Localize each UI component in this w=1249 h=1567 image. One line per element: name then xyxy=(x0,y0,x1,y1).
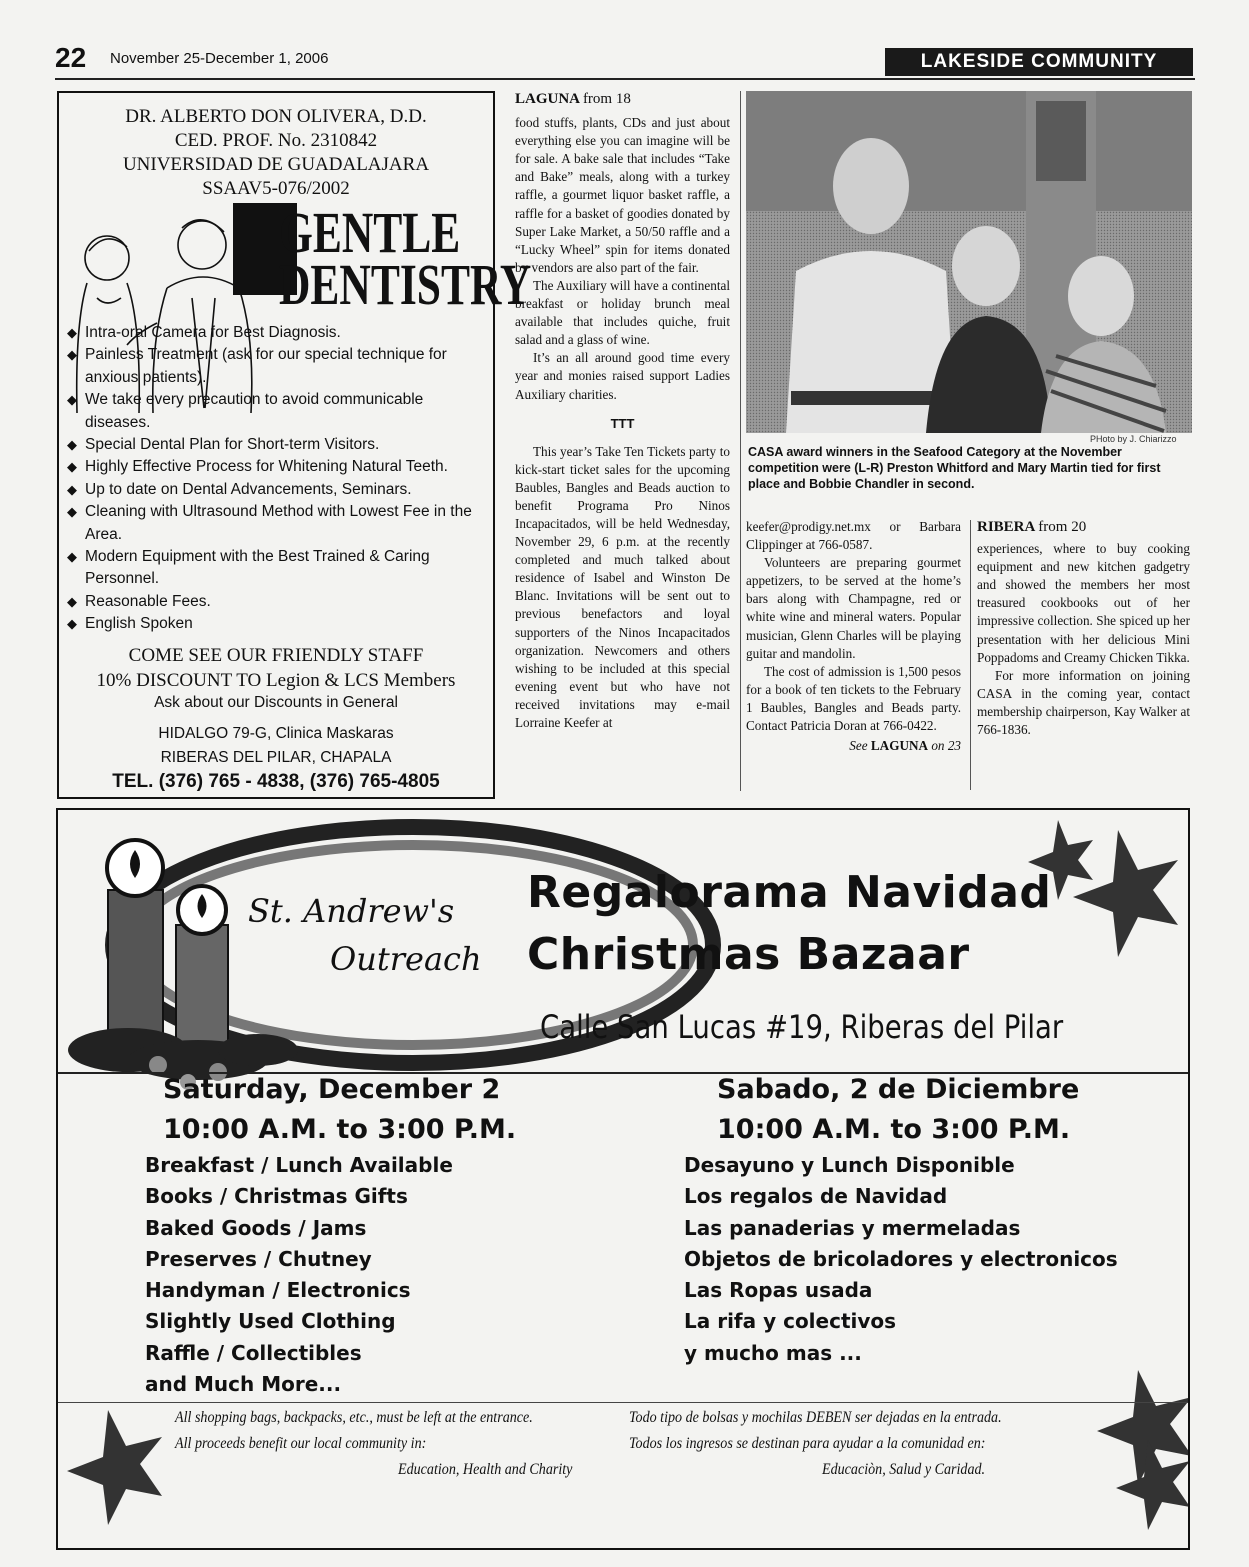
service-item: ◆ Modern Equipment with the Best Trained & Caring Personnel. xyxy=(67,546,492,591)
paragraph: food stuffs, plants, CDs and just about everything else you can imagine will be for sale. A bake sale that includes “Take and Bake” meals, along with a turkey raffle, a gourmet liquor basket raffle, a raffle for a basket of goodies donated by Super Lake Market, a 50/50 raffle and a “Lucky Wheel” spin for items donated by vendors are also part of the fair. xyxy=(515,115,730,275)
service-item: ◆ We take every precaution to avoid communicable diseases. xyxy=(67,389,492,434)
column-rule xyxy=(740,91,741,791)
section-divider: TTT xyxy=(610,415,635,431)
ced-prof: CED. PROF. No. 2310842 xyxy=(174,130,378,151)
award-photo xyxy=(746,91,1192,433)
list-item: Las Ropas usada xyxy=(684,1278,873,1303)
note-spanish-1: Todo tipo de bolsas y mochilas DEBEN ser dejadas en la entrada. xyxy=(629,1409,1002,1426)
paragraph: The Auxiliary will have a continental breakfast or holiday brunch meal available that includes quiche, fruit salad and a glass of wine. xyxy=(515,277,730,348)
university: UNIVERSIDAD DE GUADALAJARA xyxy=(122,154,430,175)
list-item: Raffle / Collectibles xyxy=(145,1340,362,1365)
note-english-3: Education, Health and Charity xyxy=(398,1461,573,1478)
day-spanish: Sabado, 2 de Diciembre xyxy=(717,1074,1080,1105)
list-item: Baked Goods / Jams xyxy=(145,1215,367,1240)
note-spanish-2: Todos los ingresos se destinan para ayudar a la comunidad en: xyxy=(629,1435,986,1452)
time-spanish: 10:00 A.M. to 3:00 P.M. xyxy=(717,1114,1071,1145)
org-name-line-2: Outreach xyxy=(330,940,482,978)
discount: 10% DISCOUNT TO Legion & LCS Members xyxy=(96,670,456,691)
discount-note: Ask about our Discounts in General xyxy=(154,694,398,711)
list-item: Los regalos de Navidad xyxy=(684,1184,948,1209)
jump-line[interactable]: See LAGUNA on 23 xyxy=(849,738,961,754)
laguna-column xyxy=(515,90,730,732)
laguna-kicker: LAGUNA from 18 xyxy=(515,91,631,107)
paragraph: The cost of admission is 1,500 pesos for a book of ten tickets to the February 1 Baubles, Bangles and Beads party. Contact Patricia Doran at 766-0422. xyxy=(746,663,961,734)
dental-ad xyxy=(57,91,532,799)
notes-rule xyxy=(58,1402,1188,1403)
note-english-2: All proceeds benefit our local community in: xyxy=(175,1435,427,1452)
bazaar-title-english: Christmas Bazaar xyxy=(527,929,970,980)
cta: COME SEE OUR FRIENDLY STAFF xyxy=(128,645,424,666)
list-item: and Much More... xyxy=(145,1372,342,1397)
issue-date: November 25-December 1, 2006 xyxy=(110,50,329,67)
header-rule xyxy=(55,78,1195,80)
service-item: ◆ Up to date on Dental Advancements, Seminars. xyxy=(67,479,492,501)
services-list xyxy=(67,322,492,636)
list-item: Slightly Used Clothing xyxy=(145,1309,396,1334)
photo-credit: PHoto by J. Chiarizzo xyxy=(1090,434,1177,444)
paragraph: experiences, where to buy cooking equipment and new kitchen gadgetry and showed the members her most treasured cookbooks out of her impressive collection. She spiced up her presentation with her delicious Mini Poppadoms and Creamy Chicken Tikka. xyxy=(977,541,1190,665)
note-english-1: All shopping bags, backpacks, etc., must be left at the entrance. xyxy=(175,1409,533,1426)
phone: TEL. (376) 765 - 4838, (376) 765-4805 xyxy=(112,771,440,792)
doctor-name: DR. ALBERTO DON OLIVERA, D.D. xyxy=(125,106,427,127)
service-item: ◆ Special Dental Plan for Short-term Visitors. xyxy=(67,434,492,456)
list-item: Breakfast / Lunch Available xyxy=(145,1153,453,1177)
service-item: ◆ Painless Treatment (ask for our special technique for anxious patients). xyxy=(67,344,492,389)
license-code: SSAAV5-076/2002 xyxy=(202,178,350,199)
photo-caption: CASA award winners in the Seafood Category at the November competition were (L-R) Preston Whitford and Mary Martin tied for first place and Bobbie Chandler in second. xyxy=(748,445,1161,491)
list-item: Las panaderias y mermeladas xyxy=(684,1215,1021,1240)
ribera-kicker: RIBERA from 20 xyxy=(977,519,1087,535)
items-english xyxy=(145,1150,453,1400)
note-spanish-3: Educaciòn, Salud y Caridad. xyxy=(822,1461,986,1478)
paragraph: Volunteers are preparing gourmet appetizers, to be served at the home’s bars along with Champagne, red or white wine and mineral waters. Popular musician, Glenn Charles will be playing guitar and mandolin. xyxy=(746,555,961,661)
column-rule xyxy=(970,520,971,790)
service-item: ◆ Highly Effective Process for Whitening Natural Teeth. xyxy=(67,456,492,478)
paragraph: It’s an all around good time every year and monies raised support Ladies Auxiliary charities. xyxy=(515,350,730,402)
paragraph: keefer@prodigy.net.mx or Barbara Clippinger at 766-0587. xyxy=(746,519,961,553)
list-item: La rifa y colectivos xyxy=(684,1309,897,1334)
day-english: Saturday, December 2 xyxy=(163,1074,501,1105)
ribera-column xyxy=(977,518,1190,739)
laguna-continuation xyxy=(746,518,961,755)
time-english: 10:00 A.M. to 3:00 P.M. xyxy=(163,1114,517,1145)
list-item: y mucho mas ... xyxy=(684,1340,862,1365)
bazaar-address: Calle San Lucas #19, Riberas del Pilar xyxy=(540,1008,1064,1046)
list-item: Objetos de bricoladores y electronicos xyxy=(684,1246,1118,1271)
list-item: Books / Christmas Gifts xyxy=(145,1184,408,1209)
service-item: ◆ Intra-oral Camera for Best Diagnosis. xyxy=(67,322,492,344)
items-spanish xyxy=(684,1150,1118,1369)
bazaar-title-spanish: Regalorama Navidad xyxy=(527,867,1052,918)
list-item: Handyman / Electronics xyxy=(145,1278,411,1303)
service-item: ◆ Reasonable Fees. xyxy=(67,591,492,613)
headline-dentistry: DENTISTRY xyxy=(279,252,532,317)
paragraph: This year’s Take Ten Tickets party to kick-start ticket sales for the upcoming Baubles, Bangles and Beads auction to benefit Programa Pro Ninos Incapacitados, will be held Wednesday, November 29, 6 p.m. at the recently completed and much talked about residence of Isabel and Winston De Blanc. Invitations will be sent out to previous benefactors and loyal supporters of the Ninos Incapacitados organization. Newcomers and others wishing to be included at this special evening event but who have not received invitations may e-mail Lorraine Keefer at xyxy=(515,443,730,730)
list-item: Desayuno y Lunch Disponible xyxy=(684,1153,1015,1177)
service-item: ◆ Cleaning with Ultrasound Method with Lowest Fee in the Area. xyxy=(67,501,492,546)
address-line-2: RIBERAS DEL PILAR, CHAPALA xyxy=(160,749,392,766)
address-line-1: HIDALGO 79-G, Clinica Maskaras xyxy=(158,725,394,742)
paragraph: For more information on joining CASA in the coming year, contact membership chairperson, Kay Walker at 766-1836. xyxy=(977,667,1190,738)
org-name-line-1: St. Andrew's xyxy=(248,892,455,930)
headline-gentle: GENTLE xyxy=(279,200,461,265)
service-item: ◆ English Spoken xyxy=(67,613,492,635)
section-banner: LAKESIDE COMMUNITY xyxy=(885,48,1193,76)
list-item: Preserves / Chutney xyxy=(145,1246,372,1271)
page-number: 22 xyxy=(55,42,87,73)
